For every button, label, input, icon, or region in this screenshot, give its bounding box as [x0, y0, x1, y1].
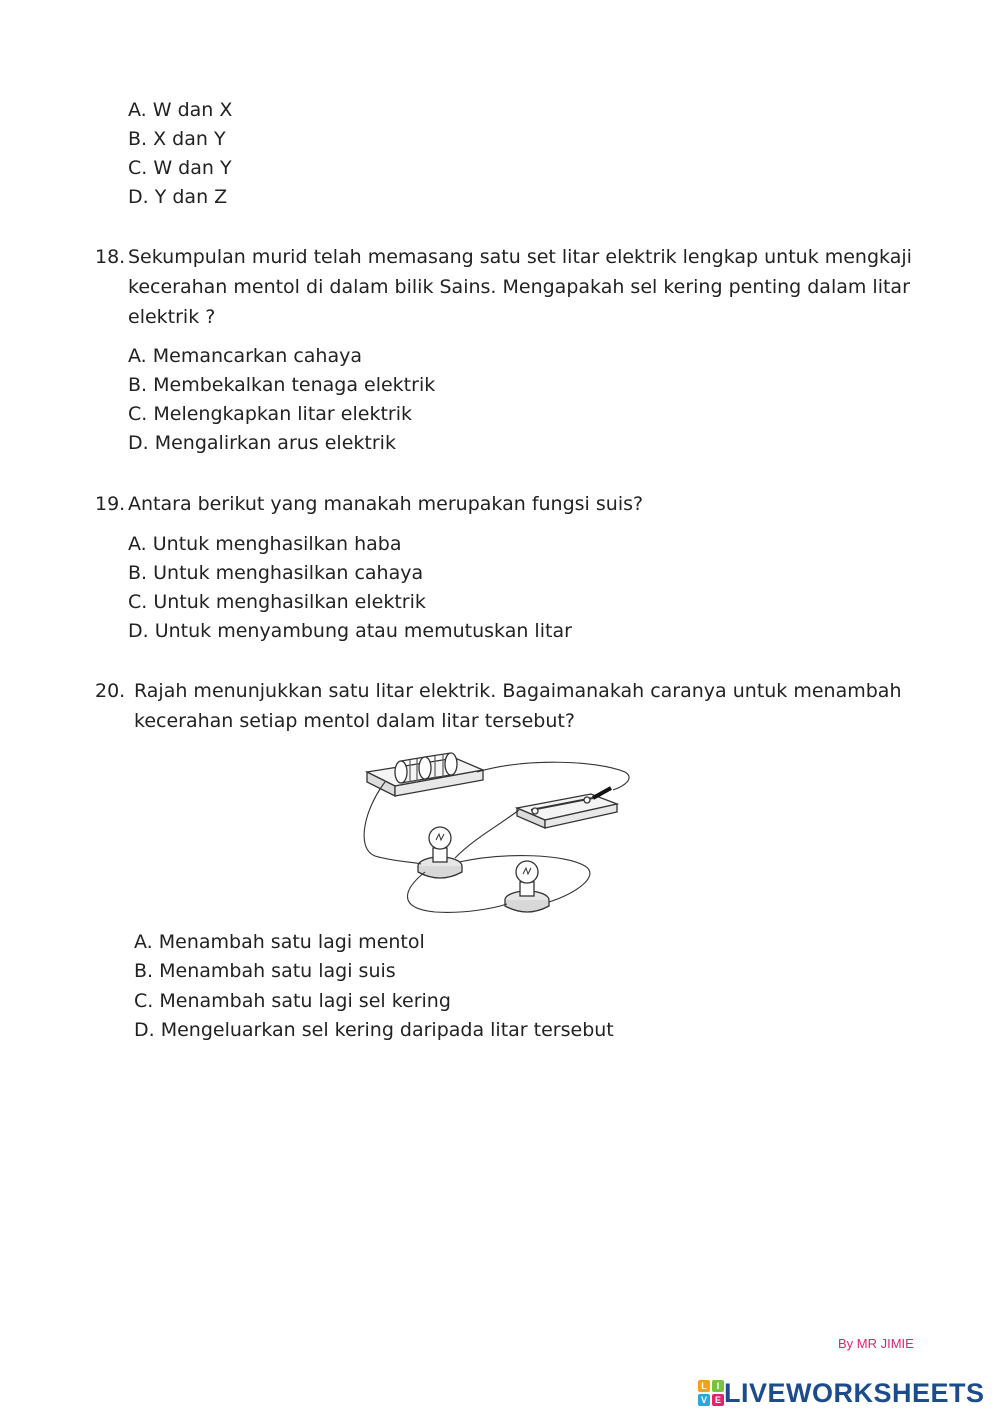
option-letter: D.	[128, 620, 149, 642]
option-text: Melengkapkan litar elektrik	[153, 403, 412, 425]
q17-option-b[interactable]	[128, 125, 226, 154]
option-text: W dan Y	[153, 157, 232, 179]
option-text: Untuk menghasilkan cahaya	[153, 562, 424, 584]
q17-option-d[interactable]	[128, 183, 227, 212]
q19-line-1: Antara berikut yang manakah merupakan fungsi suis?	[128, 493, 644, 515]
option-letter: A.	[128, 99, 147, 121]
liveworksheets-logo[interactable]	[698, 1377, 985, 1409]
switch-icon	[517, 788, 617, 828]
q17-option-a[interactable]	[128, 96, 232, 125]
q20-option-c[interactable]	[134, 987, 451, 1016]
q18-number: 18.	[95, 246, 126, 268]
option-text: Memancarkan cahaya	[152, 345, 362, 367]
option-text: Mengalirkan arus elektrik	[154, 432, 396, 454]
q19-option-a[interactable]	[128, 530, 401, 559]
option-letter: B.	[134, 960, 154, 982]
option-text: Untuk menyambung atau memutuskan litar	[154, 620, 572, 642]
option-letter: D.	[128, 186, 149, 208]
author-credit: By MR JIMIE	[838, 1336, 914, 1351]
q20-option-b[interactable]	[134, 957, 396, 986]
option-text: Untuk menghasilkan haba	[152, 533, 402, 555]
q18-option-c[interactable]	[128, 400, 412, 429]
q17-option-c[interactable]	[128, 154, 232, 183]
bulb-icon	[505, 861, 549, 912]
logo-letter: I	[716, 1381, 720, 1391]
option-text: Menambah satu lagi sel kering	[159, 990, 451, 1012]
option-letter: B.	[128, 128, 148, 150]
q20-option-a[interactable]	[134, 928, 425, 957]
option-letter: C.	[128, 403, 148, 425]
option-letter: A.	[128, 345, 147, 367]
option-text: Mengeluarkan sel kering daripada litar tersebut	[160, 1019, 614, 1041]
q20-line-2: kecerahan setiap mentol dalam litar tersebut?	[134, 710, 575, 732]
option-letter: C.	[128, 157, 148, 179]
bulb-icon	[418, 827, 462, 878]
option-text: W dan X	[152, 99, 233, 121]
q20-number: 20.	[95, 680, 126, 702]
q18-line-2: kecerahan mentol di dalam bilik Sains. Mengapakah sel kering penting dalam litar	[128, 276, 910, 298]
option-letter: D.	[134, 1019, 155, 1041]
q18-line-3: elektrik ?	[128, 306, 216, 328]
option-text: Menambah satu lagi mentol	[158, 931, 425, 953]
q18-line-1: Sekumpulan murid telah memasang satu set litar elektrik lengkap untuk mengkaji	[128, 246, 912, 268]
battery-holder	[367, 753, 483, 796]
option-letter: C.	[128, 591, 148, 613]
q18-option-b[interactable]	[128, 371, 435, 400]
option-letter: C.	[134, 990, 154, 1012]
logo-letter: E	[714, 1395, 722, 1405]
q19-option-d[interactable]	[128, 617, 572, 646]
q19-number: 19.	[95, 493, 126, 515]
q19-option-c[interactable]	[128, 588, 426, 617]
q19-option-b[interactable]	[128, 559, 423, 588]
q20-option-d[interactable]	[134, 1016, 614, 1045]
option-text: Menambah satu lagi suis	[159, 960, 396, 982]
option-text: Untuk menghasilkan elektrik	[153, 591, 426, 613]
logo-letter: L	[701, 1381, 707, 1391]
q20-line-1: Rajah menunjukkan satu litar elektrik. Bagaimanakah caranya untuk menambah	[134, 680, 902, 702]
liveworksheets-logo-icon	[698, 1380, 724, 1406]
option-text: X dan Y	[153, 128, 226, 150]
option-text: Y dan Z	[154, 186, 228, 208]
q18-option-d[interactable]	[128, 429, 396, 458]
logo-letter: V	[700, 1395, 708, 1405]
liveworksheets-wordmark: LIVEWORKSHEETS	[724, 1377, 985, 1408]
option-letter: A.	[134, 931, 153, 953]
option-letter: B.	[128, 374, 148, 396]
option-letter: D.	[128, 432, 149, 454]
option-letter: B.	[128, 562, 148, 584]
circuit-diagram	[355, 748, 635, 920]
option-text: Membekalkan tenaga elektrik	[153, 374, 436, 396]
option-letter: A.	[128, 533, 147, 555]
q18-option-a[interactable]	[128, 342, 362, 371]
